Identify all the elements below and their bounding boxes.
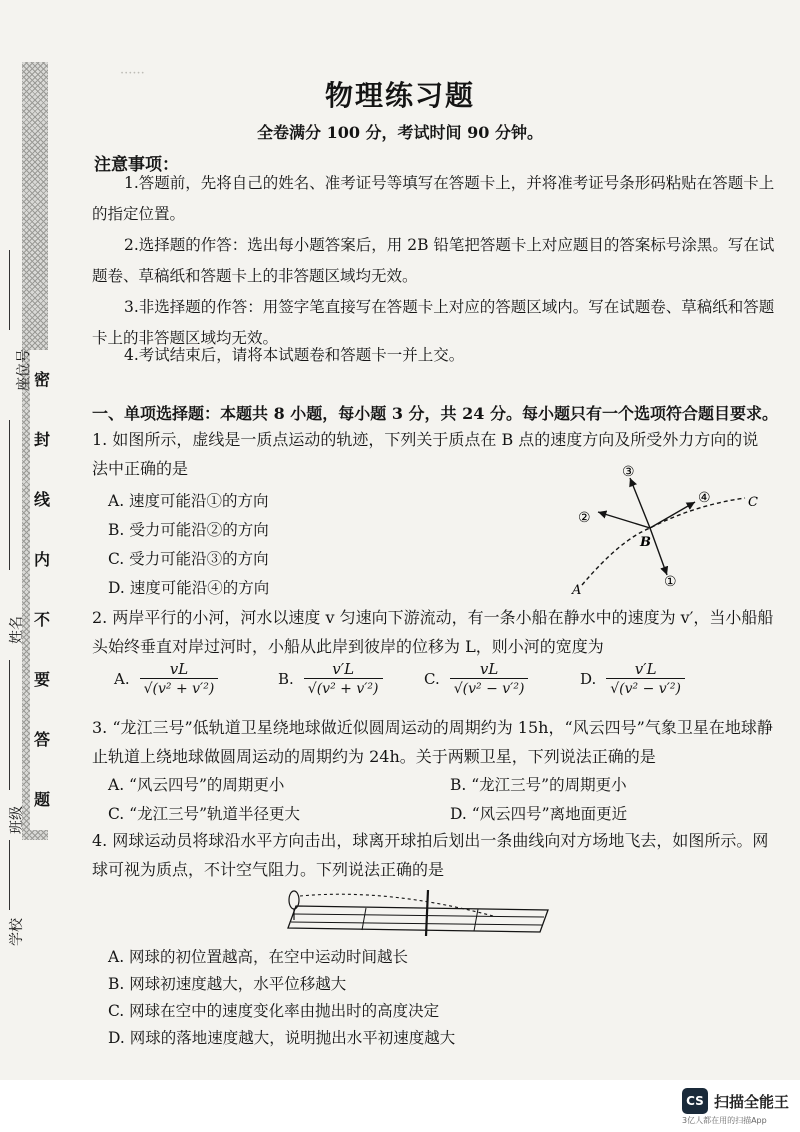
scanner-tagline: 3亿人都在用的扫描App xyxy=(682,1116,767,1125)
q1-option-c: C. 受力可能沿③的方向 xyxy=(108,550,269,568)
seat-field-label: 座位号 xyxy=(16,349,32,391)
class-field-label: 班级 xyxy=(9,806,25,834)
question-4-stem: 4. 网球运动员将球沿水平方向击出，球离开球拍后划出一条曲线向对方场地飞去，如图所示。网球可视为质点，不计空气阻力。下列说法正确的是 xyxy=(92,831,769,879)
q2-option-c xyxy=(424,660,528,697)
seal-char: 封 xyxy=(33,430,50,449)
option-label: B. xyxy=(278,669,294,688)
question-2-stem: 2. 两岸平行的小河，河水以速度 v 匀速向下游流动，有一条小船在静水中的速度为 v′，当小船船头始终垂直对岸过河时，小船从此岸到彼岸的位移为 L，则小河的宽度为 xyxy=(92,608,774,656)
scanner-footer xyxy=(0,1080,800,1132)
q4-option-c: C. 网球在空中的速度变化率由抛出时的高度决定 xyxy=(108,1002,440,1020)
court-outline xyxy=(288,906,548,932)
seal-char: 要 xyxy=(33,670,50,689)
scanner-name: 扫描全能王 xyxy=(714,1092,790,1111)
question-1-stem: 1. 如图所示，虚线是一质点运动的轨迹，下列关于质点在 B 点的速度方向及所受外力方向的说法中正确的是 xyxy=(92,430,759,478)
label-dir-4: ④ xyxy=(698,490,711,506)
option-label: D. xyxy=(580,669,597,688)
court-line xyxy=(474,909,478,931)
fraction-numerator: vL xyxy=(169,660,189,678)
bleed-through-text: ······ xyxy=(120,66,145,81)
fraction-numerator: v′L xyxy=(634,660,657,678)
field-line xyxy=(9,840,10,910)
q1-trajectory-figure xyxy=(560,460,780,600)
field-line xyxy=(9,250,10,330)
fraction-numerator: v′L xyxy=(332,660,355,678)
label-dir-1: ① xyxy=(664,574,677,590)
court-line xyxy=(362,908,366,930)
racket-icon xyxy=(289,891,299,909)
cs-logo-icon: CS xyxy=(682,1088,708,1114)
seal-char: 不 xyxy=(33,610,50,629)
fraction-denominator: √(v² + v′²) xyxy=(140,678,219,697)
q3-option-d: D. “风云四号”离地面更近 xyxy=(450,805,628,823)
q4-tennis-court-figure xyxy=(278,880,568,940)
q1-option-d: D. 速度可能沿④的方向 xyxy=(108,579,270,597)
student-info-fields xyxy=(0,60,32,946)
fraction-denominator: √(v² − v′²) xyxy=(606,678,685,697)
q4-option-d: D. 网球的落地速度越大，说明抛出水平初速度越大 xyxy=(108,1029,456,1047)
trajectory-curve xyxy=(582,498,745,585)
option-label: C. xyxy=(424,669,440,688)
direction-arrow-2 xyxy=(598,512,650,528)
notice-item-3: 3.非选择题的作答：用签字笔直接写在答题卡上对应的答题区域内。写在试题卷、草稿纸和答题卡上的非答题区域均无效。 xyxy=(92,298,775,347)
seal-char: 内 xyxy=(33,550,50,569)
q4-option-a: A. 网球的初位置越高，在空中运动时间越长 xyxy=(108,948,409,966)
label-point-a: A xyxy=(572,583,582,598)
direction-arrow-4 xyxy=(650,502,695,528)
seal-char: 答 xyxy=(33,730,50,749)
scanner-brand xyxy=(682,1088,789,1114)
label-point-b: B xyxy=(640,535,651,550)
fraction-denominator: √(v² + v′²) xyxy=(304,678,383,697)
option-label: A. xyxy=(114,669,130,688)
name-field-label: 姓名 xyxy=(9,616,25,644)
direction-arrow-3 xyxy=(630,478,650,528)
q3-option-c: C. “龙江三号”轨道半径更大 xyxy=(108,805,301,823)
question-3-stem: 3. “龙江三号”低轨道卫星绕地球做近似圆周运动的周期约为 15h，“风云四号”气象卫星在地球静止轨道上绕地球做圆周运动的周期约为 24h。关于两颗卫星，下列说法正确的是 xyxy=(92,718,773,766)
notice-heading: 注意事项： xyxy=(94,155,179,175)
ball-trajectory xyxy=(300,894,493,916)
section-heading: 一、单项选择题：本题共 8 小题，每小题 3 分，共 24 分。每小题只有一个选项符合题目要求。 xyxy=(92,404,778,423)
notice-item-2: 2.选择题的作答：选出每小题答案后，用 2B 铅笔把答题卡上对应题目的答案标号涂黑。写在试题卷、草稿纸和答题卡上的非答题区域均无效。 xyxy=(92,236,775,285)
label-dir-3: ③ xyxy=(622,464,635,480)
q2-option-a xyxy=(114,660,218,697)
fraction-numerator: vL xyxy=(479,660,499,678)
q3-option-b: B. “龙江三号”的周期更小 xyxy=(450,776,627,794)
seal-char: 密 xyxy=(33,370,50,389)
notice-item-1: 1.答题前，先将自己的姓名、准考证号等填写在答题卡上，并将准考证号条形码粘贴在答题卡上的指定位置。 xyxy=(92,174,775,223)
school-field-label: 学校 xyxy=(9,918,25,946)
court-line xyxy=(294,914,544,917)
fraction-denominator: √(v² − v′²) xyxy=(450,678,529,697)
notice-item-4: 4.考试结束后，请将本试题卷和答题卡一并上交。 xyxy=(124,346,465,364)
q3-option-a: A. “风云四号”的周期更小 xyxy=(108,776,285,794)
tennis-net xyxy=(426,890,428,936)
q1-option-a: A. 速度可能沿①的方向 xyxy=(108,492,269,510)
label-dir-2: ② xyxy=(578,510,591,526)
q2-option-b xyxy=(278,660,383,697)
field-line xyxy=(9,420,10,570)
direction-arrow-1 xyxy=(650,528,667,575)
court-line xyxy=(291,922,542,925)
page-title: 物理练习题 xyxy=(324,79,475,112)
seal-char: 题 xyxy=(33,790,50,809)
field-line xyxy=(9,660,10,790)
seal-line-warning xyxy=(30,350,54,830)
exam-info: 全卷满分 100 分，考试时间 90 分钟。 xyxy=(257,123,543,142)
q1-option-b: B. 受力可能沿②的方向 xyxy=(108,521,269,539)
seal-char: 线 xyxy=(33,490,50,509)
label-point-c: C xyxy=(748,495,758,510)
q4-option-b: B. 网球初速度越大，水平位移越大 xyxy=(108,975,347,993)
q2-option-d xyxy=(580,660,685,697)
